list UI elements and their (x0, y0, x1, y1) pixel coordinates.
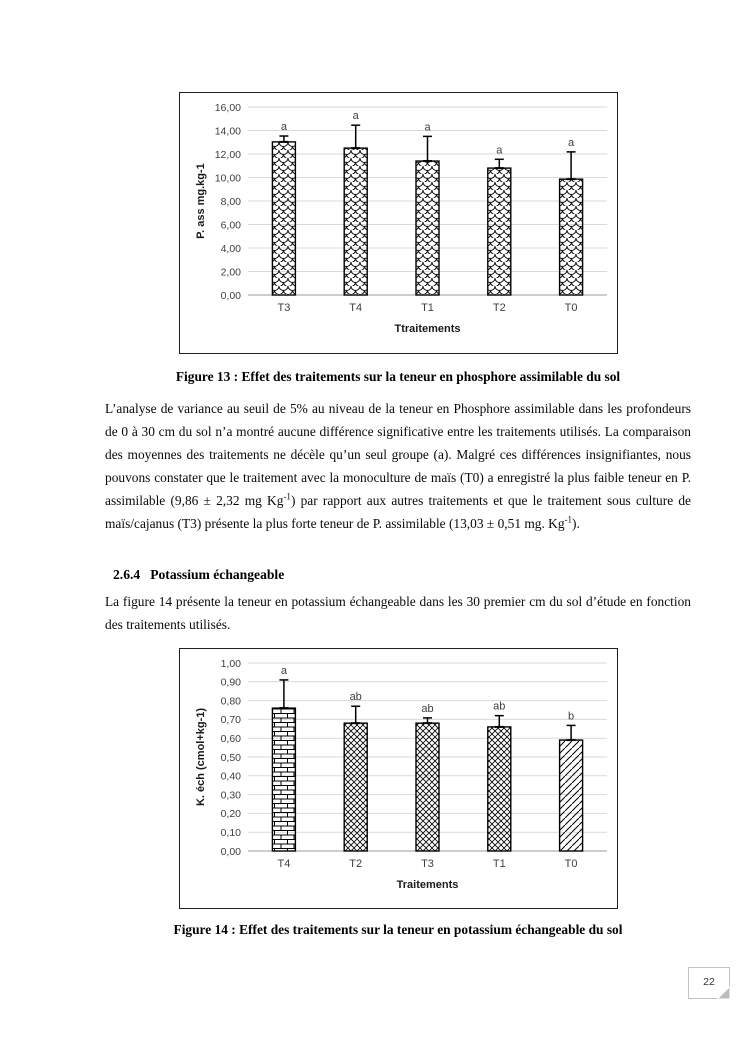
section-number: 2.6.4 (113, 567, 141, 582)
figure13-bar-chart-svg (180, 94, 614, 350)
section-heading (113, 567, 284, 583)
y-tick-label: 0,40 (220, 770, 241, 783)
y-tick-label: 1,00 (220, 657, 241, 670)
y-tick-label: 0,80 (220, 695, 241, 708)
bar-T2 (344, 723, 367, 851)
significance-letter: ab (349, 691, 362, 704)
x-tick-label: T3 (421, 858, 434, 870)
y-tick-label: 0,50 (220, 751, 241, 764)
y-tick-label: 12,00 (214, 148, 241, 161)
bar-T4 (272, 708, 295, 851)
x-tick-label: T3 (277, 302, 291, 314)
y-tick-label: 0,90 (220, 676, 241, 689)
y-tick-label: 4,00 (220, 242, 241, 255)
significance-letter: a (496, 144, 503, 157)
significance-letter: a (352, 110, 359, 123)
bar-T0 (560, 740, 583, 851)
y-tick-label: 8,00 (220, 195, 241, 208)
paragraph-potassium: La figure 14 présente la teneur en potassium échangeable dans les 30 premier cm du sol d’étude en fonction des traitements utilisés. (105, 594, 691, 633)
y-tick-label: 10,00 (214, 172, 241, 185)
bar-T4 (344, 148, 367, 295)
x-tick-label: T1 (421, 302, 434, 314)
figure14-caption: Figure 14 : Effet des traitements sur la teneur en potassium échangeable du sol (173, 922, 623, 937)
page-number: 22 (703, 976, 715, 988)
y-axis-title: K. éch (cmol+kg-1) (195, 707, 207, 807)
x-tick-label: T2 (349, 858, 363, 870)
y-tick-label: 0,00 (220, 289, 241, 302)
y-tick-label: 16,00 (214, 101, 241, 114)
x-tick-label: T2 (492, 302, 506, 314)
figure14-bar-chart-svg (180, 650, 614, 905)
y-tick-label: 0,30 (220, 789, 241, 802)
x-tick-label: T0 (564, 302, 578, 314)
y-tick-label: 6,00 (220, 219, 241, 232)
bar-T2 (488, 168, 511, 295)
figure13-chart (179, 92, 618, 354)
bar-T1 (416, 161, 439, 295)
paragraph-phosphore: L’analyse de variance au seuil de 5% au niveau de la teneur en Phosphore assimilable dans les profondeurs de 0 à 30 cm du sol n’a montré aucune différence significative entre les traitements utilisés. La comparaison des moyennes des traitements ne décèle qu’un seul groupe (a). Malgré ces différences insignifiantes, nous pouvons constater que le traitement avec la monoculture de maïs (T0) a enregistré la plus faible teneur en P. assimilable (9,86 ± 2,32 mg $Kg^{-1}$) par rapport aux autres traitements et que le traitement sous culture de maïs/cajanus (T3) présente la plus forte teneur de P. assimilable (13,03 ± 0,51 mg. $Kg^{-1}$). (105, 401, 691, 532)
y-tick-label: 0,10 (220, 827, 241, 839)
bar-T3 (416, 723, 439, 851)
significance-letter: a (568, 136, 575, 149)
bar-T0 (560, 179, 583, 295)
section-title: Potassium échangeable (150, 567, 285, 582)
page-number-badge (688, 967, 730, 999)
y-tick-label: 2,00 (220, 266, 241, 279)
significance-letter: ab (493, 700, 506, 713)
figure13-caption: Figure 13 : Effet des traitements sur la teneur en phosphore assimilable du sol (175, 369, 621, 384)
y-tick-label: 14,00 (214, 125, 241, 138)
y-tick-label: 0,20 (220, 808, 241, 821)
x-tick-label: T4 (349, 302, 363, 314)
x-axis-title: Traitements (396, 879, 459, 891)
y-tick-label: 0,00 (220, 845, 241, 858)
y-tick-label: 0,60 (220, 733, 241, 745)
figure14-chart (179, 648, 618, 909)
x-tick-label: T1 (492, 858, 506, 870)
significance-letter: ab (421, 702, 434, 715)
x-tick-label: T4 (277, 858, 291, 870)
page-corner-fold-icon (717, 986, 730, 999)
significance-letter: a (424, 121, 431, 134)
significance-letter: b (568, 710, 575, 723)
y-tick-label: 0,70 (220, 714, 241, 727)
x-axis-title: Ttraitements (394, 323, 461, 335)
y-axis-title: P. ass mg.kg-1 (195, 163, 207, 239)
significance-letter: a (280, 121, 287, 134)
bar-T3 (272, 142, 295, 295)
x-tick-label: T0 (564, 858, 578, 870)
significance-letter: a (280, 664, 287, 677)
bar-T1 (488, 727, 511, 851)
